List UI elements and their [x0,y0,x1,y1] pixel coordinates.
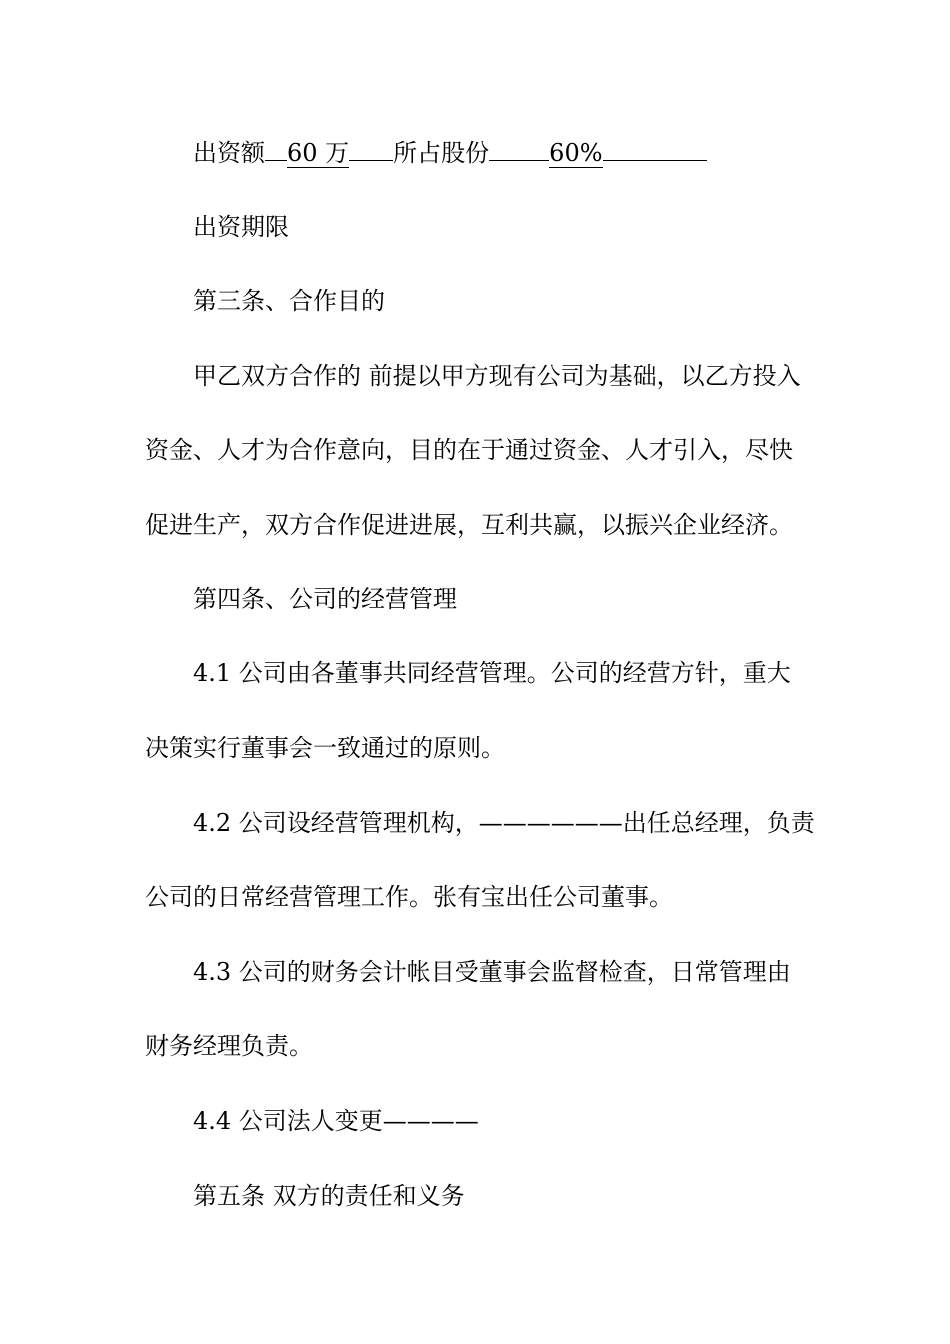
blank-underline [603,138,707,161]
amount-label: 出资额 [193,139,265,167]
clause-4-1-line-1: 4.1 公司由各董事共同经营管理。公司的经营方针，重大 [193,659,791,687]
article3-line-1: 甲乙双方合作的 前提以甲方现有公司为基础，以乙方投入 [193,362,801,390]
investment-line [193,138,707,168]
blank-underline [349,138,393,161]
clause-4-2-line-1: 4.2 公司设经营管理机构，——————出任总经理，负责 [193,809,815,837]
clause-4-1-line-2: 决策实行董事会一致通过的原则。 [145,734,505,762]
blank-underline [489,138,549,161]
clause-4-2-line-2: 公司的日常经营管理工作。张有宝出任公司董事。 [145,883,673,911]
article3-heading: 第三条、合作目的 [193,287,385,315]
clause-4-3-line-2: 财务经理负责。 [145,1032,313,1060]
amount-value: 60 万 [287,139,350,167]
blank-underline [265,138,287,161]
clause-4-4: 4.4 公司法人变更———— [193,1107,479,1135]
article5-heading: 第五条 双方的责任和义务 [193,1182,465,1210]
investment-term: 出资期限 [193,213,289,241]
share-value: 60% [549,139,603,167]
article3-line-2: 资金、人才为合作意向，目的在于通过资金、人才引入，尽快 [145,436,793,464]
share-label: 所占股份 [393,139,490,167]
clause-4-3-line-1: 4.3 公司的财务会计帐目受董事会监督检查，日常管理由 [193,958,791,986]
article4-heading: 第四条、公司的经营管理 [193,585,457,613]
article3-line-3: 促进生产，双方合作促进进展，互利共赢，以振兴企业经济。 [145,511,793,539]
